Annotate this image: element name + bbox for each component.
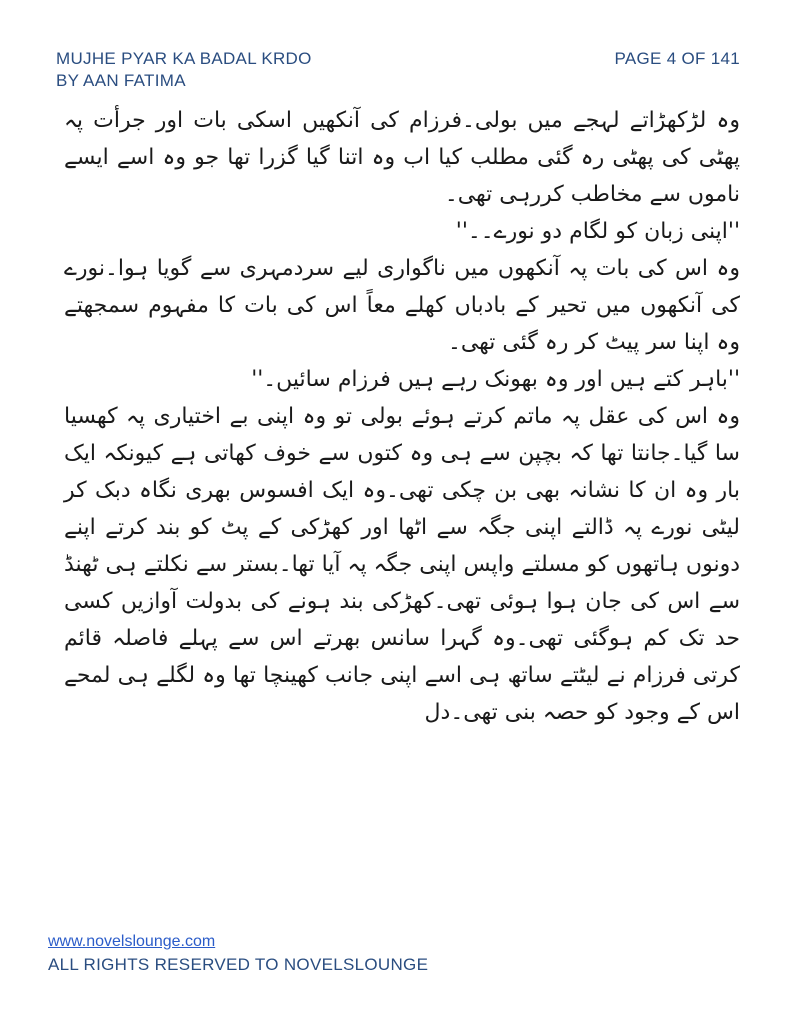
copyright-notice: ALL RIGHTS RESERVED TO NOVELSLOUNGE (48, 955, 429, 974)
paragraph: ''اپنی زبان کو لگام دو نورے۔۔'' (455, 219, 740, 244)
paragraph: وہ اس کی عقل پہ ماتم کرتے ہوئے بولی تو وہ اپنی بے اختیاری پہ کھسیا سا گیا۔جانتا تھا کہ بچپن سے ہی وہ کتوں سے خوف کھاتی ہے کیونکہ ایک بار وہ ان کا نشانہ بھی بن چکی تھی۔وہ ایک افسوس بھری نگاہ دبک کر لیٹی نورے پہ ڈالتے اپنی جگہ سے اٹھا اور کھڑکی کے پٹ کو بند کرتے اپنے دونوں ہاتھوں کو مسلتے واپس اپنی جگہ پہ آیا تھا۔بستر سے نکلتے ہی ٹھنڈ سے اس کی جان ہوا ہوئی تھی۔کھڑکی بند ہونے کی بدولت آوازیں کسی حد تک کم ہوگئی تھی۔وہ گہرا سانس بھرتے اس سے پہلے فاصلہ قائم کرتی فرزام نے لیٹتے ساتھ ہی اسے اپنی جانب کھینچا تھا وہ لگلے ہی لمحے اس کے وجود کو حصہ بنی تھی۔دل (64, 404, 740, 725)
book-header (56, 48, 312, 92)
story-text (64, 102, 740, 731)
paragraph: ''باہر کتے ہیں اور وہ بھونک رہے ہیں فرزام سائیں۔'' (251, 367, 740, 392)
book-author: BY AAN FATIMA (56, 71, 186, 90)
paragraph: وہ لڑکھڑاتے لہجے میں بولی۔فرزام کی آنکھیں اسکی بات اور جرأت پہ پھٹی کی پھٹی رہ گئی مطلب کیا اب وہ اتنا گیا گزرا تھا جو وہ اسے ایسے ناموں سے مخاطب کررہی تھی۔ (64, 108, 740, 207)
paragraph: وہ اس کی بات پہ آنکھوں میں ناگواری لیے سردمہری سے گویا ہوا۔نورے کی آنکھوں میں تحیر کے بادباں کھلے معاً اس کی بات کا مفہوم سمجھتے وہ اپنا سر پیٹ کر رہ گئی تھی۔ (64, 256, 740, 355)
page-indicator: PAGE 4 OF 141 (614, 49, 740, 68)
book-title: MUJHE PYAR KA BADAL KRDO (56, 49, 312, 68)
website-link[interactable]: www.novelslounge.com (48, 933, 216, 950)
